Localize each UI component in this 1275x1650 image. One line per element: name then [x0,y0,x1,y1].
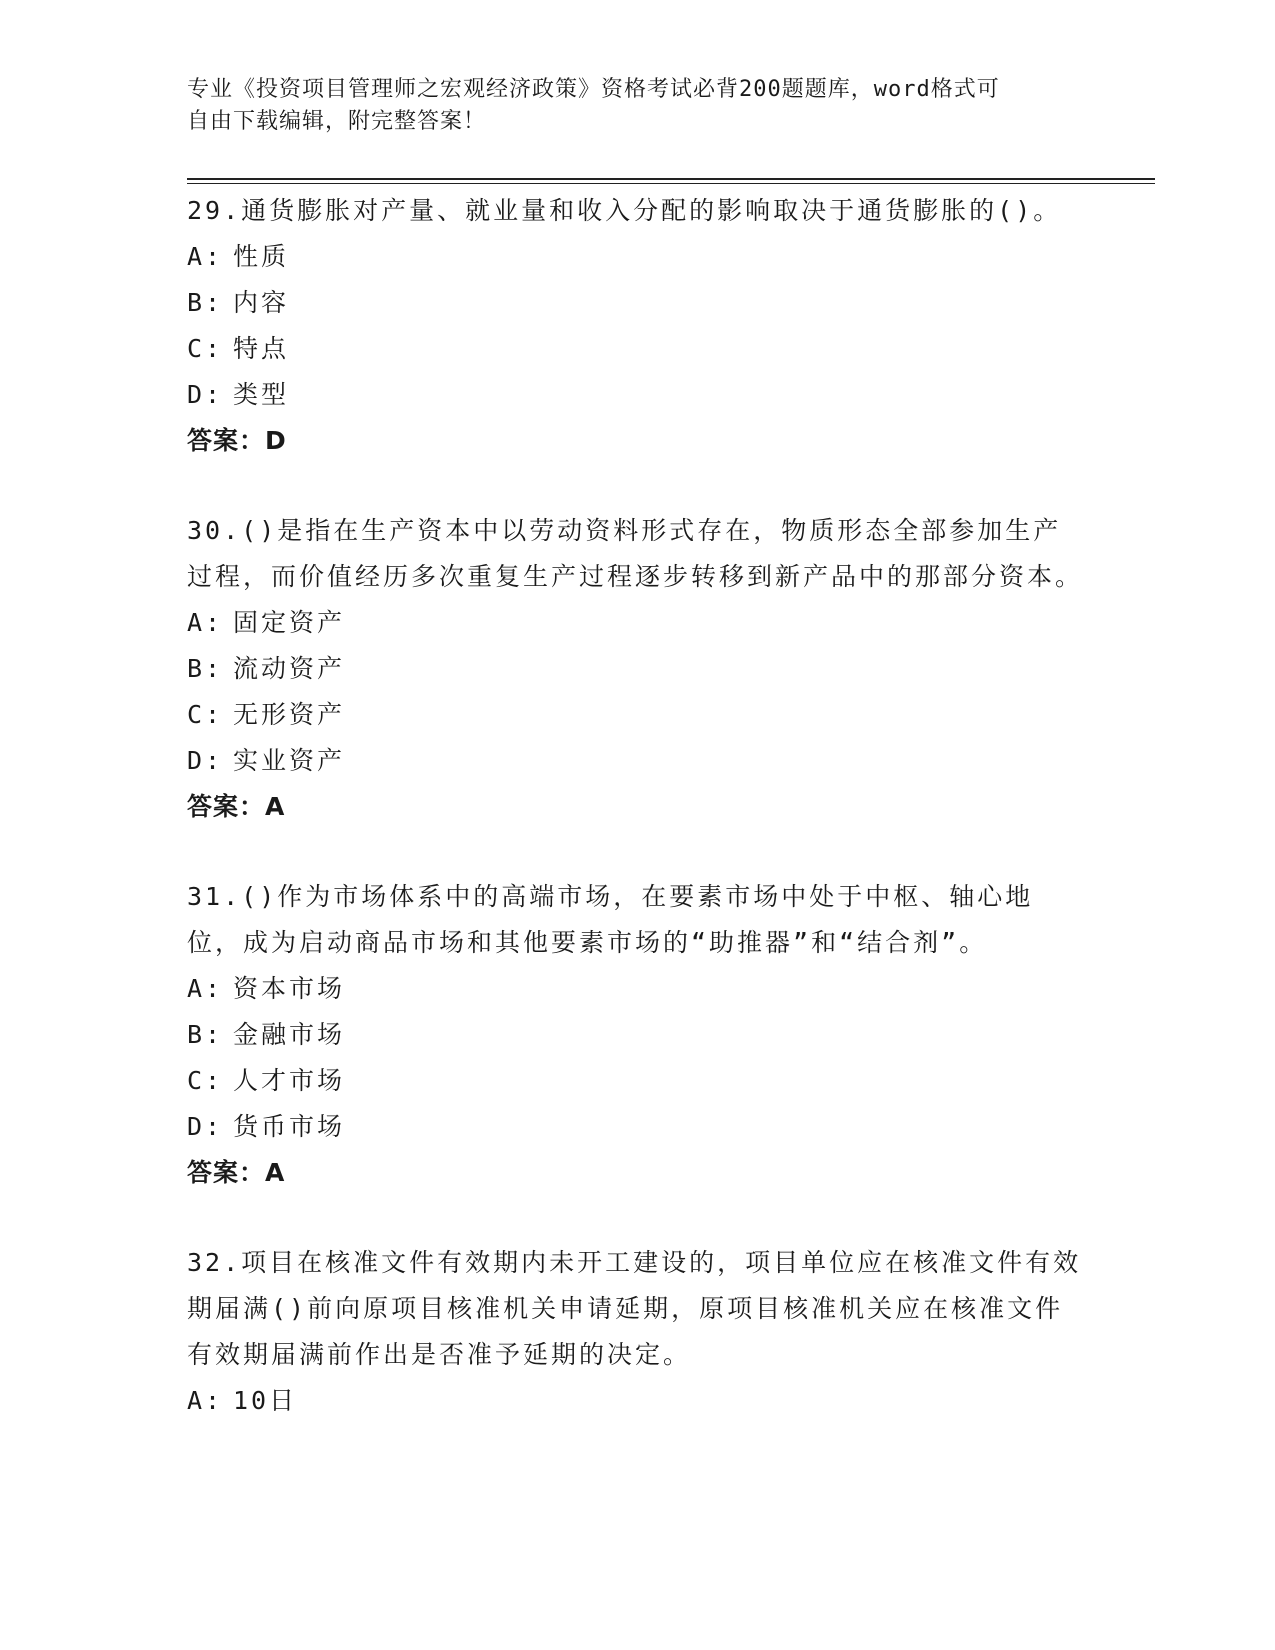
option-text: 无形资产 [233,700,346,729]
option-key: C: [187,700,224,729]
option-key: B: [187,288,224,317]
option-c [187,692,1087,738]
option-text: 金融市场 [233,1020,346,1049]
option-text: 类型 [233,380,290,409]
option-text: 实业资产 [233,746,346,775]
option-key: B: [187,654,224,683]
question-31 [187,874,1087,1196]
option-d [187,1104,1087,1150]
option-b [187,646,1087,692]
option-key: D: [187,746,224,775]
option-text: 资本市场 [233,974,346,1003]
header-line-1: 专业《投资项目管理师之宏观经济政策》资格考试必背200题题库，word格式可 [187,77,1000,102]
option-d [187,372,1087,418]
option-a [187,966,1087,1012]
header-line-2: 自由下载编辑，附完整答案！ [187,109,487,134]
option-text: 性质 [233,242,290,271]
question-stem: 29.通货膨胀对产量、就业量和收入分配的影响取决于通货膨胀的()。 [187,196,1062,225]
option-c [187,326,1087,372]
option-text: 流动资产 [233,654,346,683]
question-29 [187,188,1087,464]
question-32 [187,1240,1087,1424]
option-text: 10日 [233,1386,298,1415]
option-d [187,738,1087,784]
option-key: A: [187,242,224,271]
answer-line: 答案：D [187,426,287,455]
option-key: D: [187,1112,224,1141]
header-divider-thick [187,178,1155,180]
option-key: A: [187,608,224,637]
option-a [187,1378,1087,1424]
option-text: 固定资产 [233,608,346,637]
question-stem: 32.项目在核准文件有效期内未开工建设的，项目单位应在核准文件有效期届满()前向原项目核准机关申请延期，原项目核准机关应在核准文件有效期届满前作出是否准予延期的决定。 [187,1248,1082,1369]
question-stem: 30.()是指在生产资本中以劳动资料形式存在，物质形态全部参加生产过程，而价值经历多次重复生产过程逐步转移到新产品中的那部分资本。 [187,516,1084,591]
answer-line: 答案：A [187,1158,286,1187]
question-list [187,188,1087,1424]
header-divider-thin [187,183,1155,184]
option-b [187,1012,1087,1058]
option-key: D: [187,380,224,409]
option-text: 内容 [233,288,290,317]
option-text: 货币市场 [233,1112,346,1141]
option-text: 人才市场 [233,1066,346,1095]
question-stem: 31.()作为市场体系中的高端市场，在要素市场中处于中枢、轴心地位，成为启动商品市场和其他要素市场的“助推器”和“结合剂”。 [187,882,1034,957]
option-key: A: [187,974,224,1003]
option-a [187,234,1087,280]
question-30 [187,508,1087,830]
option-b [187,280,1087,326]
option-c [187,1058,1087,1104]
answer-line: 答案：A [187,792,286,821]
option-key: A: [187,1386,224,1415]
option-text: 特点 [233,334,290,363]
option-key: C: [187,1066,224,1095]
option-key: B: [187,1020,224,1049]
option-a [187,600,1087,646]
option-key: C: [187,334,224,363]
document-header [187,74,1067,138]
